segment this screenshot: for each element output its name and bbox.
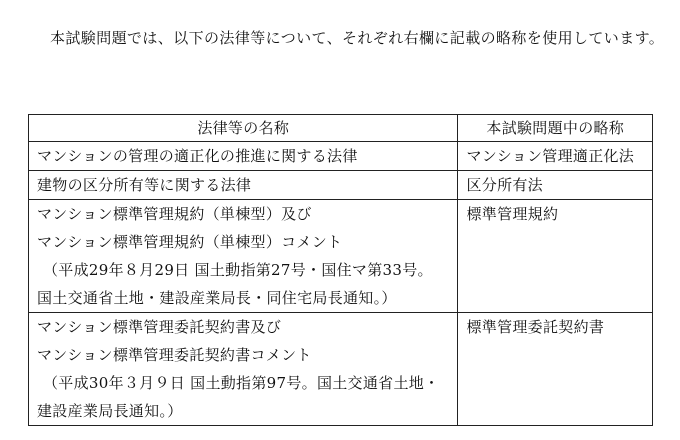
law-name-cell [29,171,458,200]
abbreviation-text: 標準管理規約 [466,205,559,223]
table-header-row [29,115,653,142]
abbreviation-text: マンション管理適正化法 [466,147,635,165]
abbreviation-cell [458,313,653,426]
law-name-line: マンション標準管理規約（単棟型）及び [37,205,312,223]
law-name-cell [29,200,458,313]
table-row [29,142,653,171]
table-row [29,171,653,200]
table-row [29,200,653,313]
law-notice-line: 国土交通省土地・建設産業局長・同住宅局長通知。） [37,289,397,307]
law-name-line: 建物の区分所有等に関する法律 [37,176,252,194]
abbreviation-text: 区分所有法 [466,176,543,194]
law-name-line: マンションの管理の適正化の推進に関する法律 [37,147,358,165]
law-name-line: マンション標準管理委託契約書コメント [37,346,312,364]
header-law-name: 法律等の名称 [29,115,458,142]
law-notice-line: 建設産業局長通知。） [37,402,183,420]
law-name-line: マンション標準管理委託契約書及び [37,318,282,336]
law-name-cell [29,313,458,426]
abbreviation-cell [458,200,653,313]
intro-paragraph: 本試験問題では、以下の法律等について、それぞれ右欄に記載の略称を使用しています。 [50,29,665,47]
abbreviation-table [28,114,653,426]
abbreviation-cell [458,171,653,200]
abbreviation-text: 標準管理委託契約書 [466,318,605,336]
law-notice-line: （平成30年３月９日 国土動指第97号。国土交通省土地・ [43,374,440,392]
header-abbreviation: 本試験問題中の略称 [458,115,653,142]
law-notice-line: （平成29年８月29日 国土動指第27号・国住マ第33号。 [43,261,433,279]
table-row [29,313,653,426]
law-name-cell [29,142,458,171]
law-name-line: マンション標準管理規約（単棟型）コメント [37,233,343,251]
abbreviation-cell [458,142,653,171]
